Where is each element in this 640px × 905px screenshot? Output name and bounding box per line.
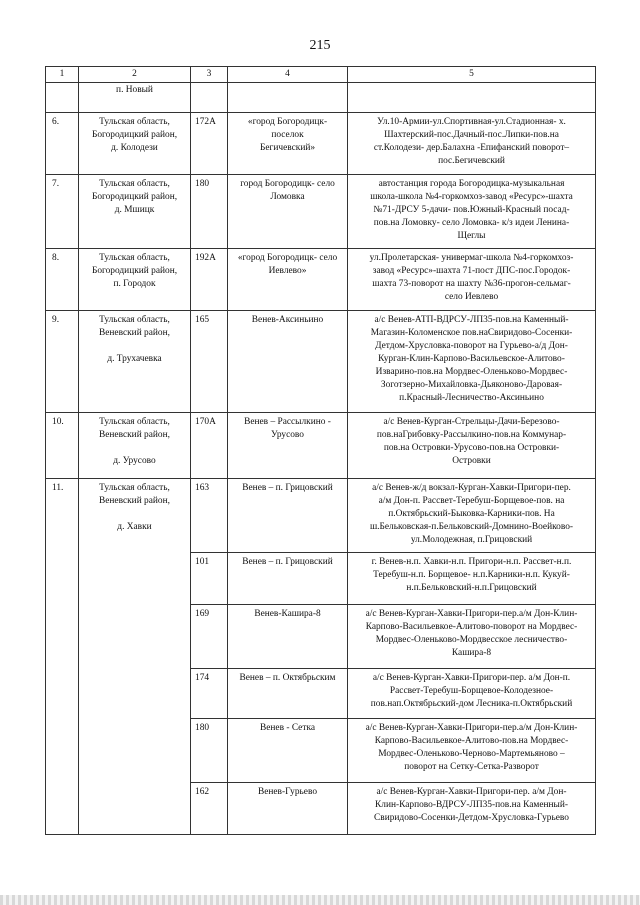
table-row: [46, 175, 596, 249]
table-row: [46, 479, 596, 553]
route-name: Венев – п. Грицовский: [228, 479, 348, 553]
route-path: а/с Венев-АТП-ВДРСУ-ЛП35-пов.на Каменный- Магазин-Коломенское пов.наСвиридово-Сосенки- Детдом-Хрусловка-поворот на Гурьево-а/д Дон- Курган-Клин-Карпово-Васильевское-Алитово- Изварино-пов.на Мордвес-Оленьково-Мордвес- Зоготзерно-Михайловка-Дьяконово-Даровая- п.Красный-Лесничество-Аксиньино: [348, 311, 596, 413]
settlement-cell: п. Новый: [79, 83, 191, 113]
route-code: 180: [191, 175, 228, 249]
routes-table: [45, 66, 596, 835]
row-number: [46, 83, 79, 113]
route-path: г. Венев-н.п. Хавки-н.п. Пригори-н.п. Рассвет-н.п. Теребуш-н.п. Борщевое- н.п.Карники-н.п. Кукуй- н.п.Бельковский-н.п.Грицовский: [348, 553, 596, 605]
route-code: 165: [191, 311, 228, 413]
row-number: 6.: [46, 113, 79, 175]
route-path: а/с Венев-Курган-Хавки-Пригори-пер.а/м Дон-Клин- Карпово-Васильевкое-Алитово-пов.на Мордвес- Мордвес-Оленьково-Черново-Мартемьяново – поворот на Сетку-Сетка-Разворот: [348, 719, 596, 783]
route-path: а/с Венев-ж/д вокзал-Курган-Хавки-Пригори-пер. а/м Дон-п. Рассвет-Теребуш-Борщевое-пов. на п.Октябрьский-Быковка-Карники-пов. На ш.Бельковская-п.Бельковский-Домнино-Воейково- ул.Молодежная, п.Грицовский: [348, 479, 596, 553]
table-row: [46, 83, 596, 113]
route-name: Венев – п. Октябрьским: [228, 669, 348, 719]
table-row: [46, 249, 596, 311]
route-path: автостанция города Богородицка-музыкальная школа-школа №4-горкомхоз-завод «Ресурс»-шахта №71-ДРСУ 5-дачи- пов.Южный-Красный посад- пов.на Ломовку- село Ломовка- к/з идеи Ленина- Щеглы: [348, 175, 596, 249]
page-number: 215: [309, 38, 331, 53]
settlement-cell: Тульская область, Богородицкий район, д. Колодези: [79, 113, 191, 175]
route-name: город Богородицк- село Ломовка: [228, 175, 348, 249]
route-code: 170А: [191, 413, 228, 479]
route-path: а/с Венев-Курган-Стрельцы-Дачи-Березово- пов.наГрибовку-Рассылкино-пов.на Коммунар- пов.на Островки-Урусово-пов.на Островки- Островки: [348, 413, 596, 479]
route-name: Венев-Кашира-8: [228, 605, 348, 669]
row-number: 7.: [46, 175, 79, 249]
route-code: 172А: [191, 113, 228, 175]
route-path: [348, 83, 596, 113]
route-name: «город Богородицк- село Иевлево»: [228, 249, 348, 311]
table-row: [46, 311, 596, 413]
route-name: Венев-Гурьево: [228, 783, 348, 835]
route-code: 180: [191, 719, 228, 783]
route-name: Венев-Аксиньино: [228, 311, 348, 413]
route-path: а/с Венев-Курган-Хавки-Пригори-пер.а/м Дон-Клин- Карпово-Васильевкое-Алитово-поворот на Мордвес- Мордвес-Оленьково-Мордвесское лесничество- Кашира-8: [348, 605, 596, 669]
settlement-cell: Тульская область, Богородицкий район, д. Мшицк: [79, 175, 191, 249]
route-code: [191, 83, 228, 113]
settlement-cell: Тульская область, Богородицкий район, п. Городок: [79, 249, 191, 311]
row-number: 11.: [46, 479, 79, 835]
column-header: 3: [191, 67, 228, 83]
route-name: Венев – Рассылкино - Урусово: [228, 413, 348, 479]
table-row: [46, 413, 596, 479]
settlement-cell: Тульская область, Веневский район, д. Трухачевка: [79, 311, 191, 413]
route-code: 101: [191, 553, 228, 605]
column-header: 4: [228, 67, 348, 83]
route-path: а/с Венев-Курган-Хавки-Пригори-пер. а/м Дон- Клин-Карпово-ВДРСУ-ЛП35-пов.на Каменный- Свиридово-Сосенки-Детдом-Хрусловка-Гурьево: [348, 783, 596, 835]
route-path: Ул.10-Армии-ул.Спортивная-ул.Стадионная- х. Шахтерский-пос.Дачный-пос.Липки-пов.на ст.Колодези- дер.Балахна -Епифанский поворот– пос.Бегичевский: [348, 113, 596, 175]
row-number: 10.: [46, 413, 79, 479]
route-code: 162: [191, 783, 228, 835]
route-code: 169: [191, 605, 228, 669]
scan-edge-strip: [0, 895, 640, 905]
route-path: ул.Пролетарская- универмаг-школа №4-горкомхоз- завод «Ресурс»-шахта 71-пост ДПС-пос.Городок- шахта 73-поворот на шахту №36-прогон-сельмаг- село Иевлево: [348, 249, 596, 311]
route-name: Венев - Сетка: [228, 719, 348, 783]
route-code: 192А: [191, 249, 228, 311]
settlement-cell: Тульская область, Веневский район, д. Хавки: [79, 479, 191, 835]
settlement-cell: Тульская область, Веневский район, д. Урусово: [79, 413, 191, 479]
route-code: 163: [191, 479, 228, 553]
row-number: 8.: [46, 249, 79, 311]
column-header: 1: [46, 67, 79, 83]
column-header: 2: [79, 67, 191, 83]
column-header: 5: [348, 67, 596, 83]
route-name: «город Богородицк- поселок Бегичевский»: [228, 113, 348, 175]
route-name: [228, 83, 348, 113]
route-path: а/с Венев-Курган-Хавки-Пригори-пер. а/м Дон-п. Рассвет-Теребуш-Борщевое-Колодезное- пов.нап.Октябрьский-дом Лесника-п.Октябрьский: [348, 669, 596, 719]
table-header-row: [46, 67, 596, 83]
row-number: 9.: [46, 311, 79, 413]
route-name: Венев – п. Грицовский: [228, 553, 348, 605]
table-row: [46, 113, 596, 175]
route-code: 174: [191, 669, 228, 719]
